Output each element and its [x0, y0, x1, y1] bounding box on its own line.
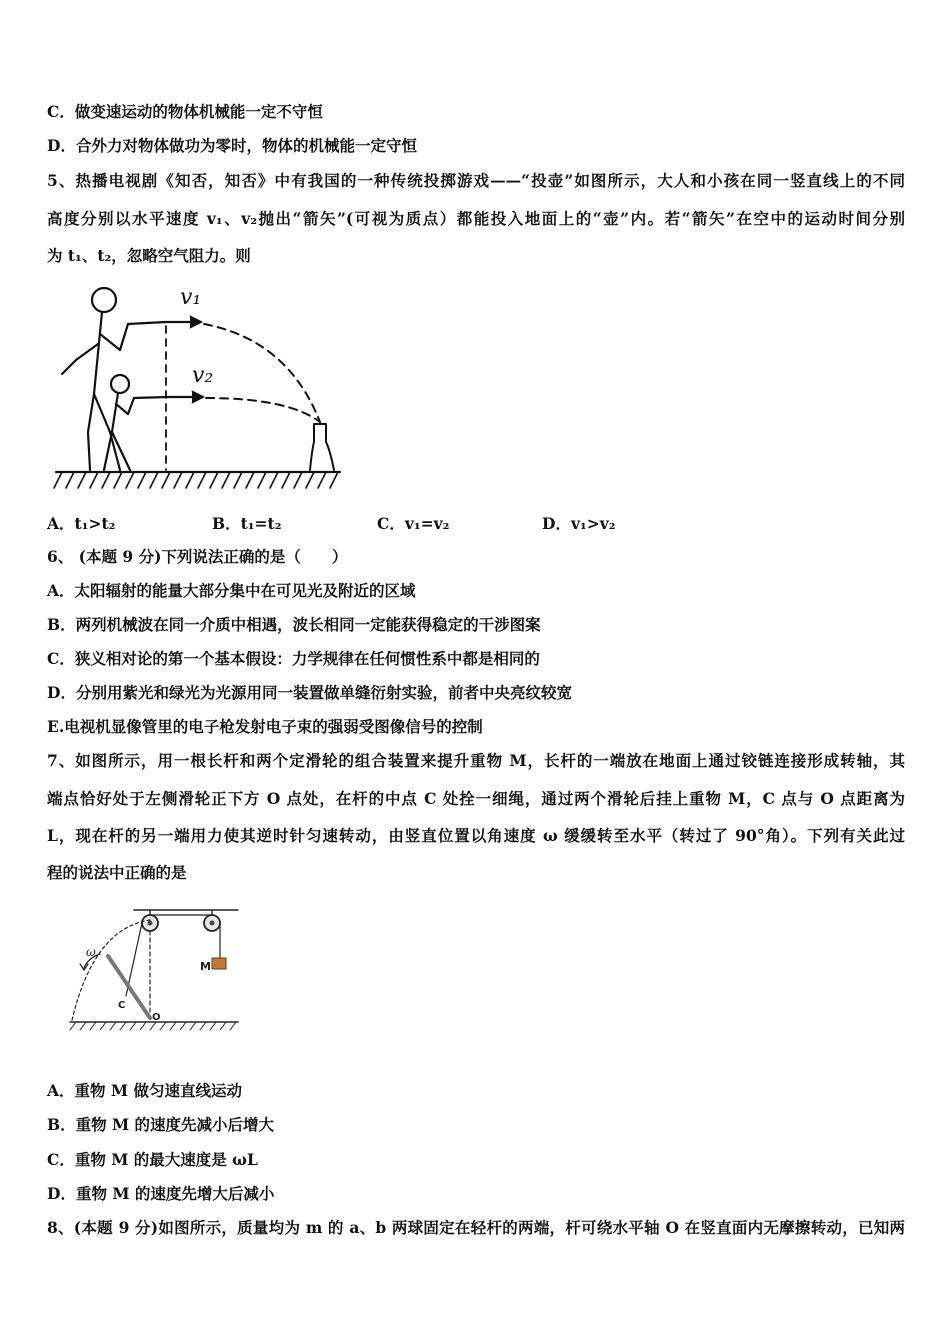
q7-stem-line-2: 端点恰好处于左侧滑轮正下方 O 点处，在杆的中点 C 处拴一细绳，通过两个滑轮后挂上重物 M，C 点与 O 点距离为 — [47, 789, 905, 808]
q6-option-b: B．两列机械波在同一介质中相遇，波长相同一定能获得稳定的干涉图案 — [47, 615, 541, 634]
q7-stem-line-3: L，现在杆的另一端用力使其逆时针匀速转动，由竖直位置以角速度 ω 缓缓转至水平（转过了 90°角）。下列有关此过 — [47, 826, 905, 845]
q5-stem-line-2: 高度分别以水平速度 v₁、v₂抛出“箭矢”(可视为质点）都能投入地面上的“壶”内。若“箭矢”在空中的运动时间分别 — [47, 209, 905, 228]
q6-option-a: A．太阳辐射的能量大部分集中在可见光及附近的区域 — [47, 581, 416, 600]
q7-figure-rod-pulley — [64, 898, 244, 1038]
pot — [310, 424, 334, 470]
q7-option-a: A．重物 M 做匀速直线运动 — [47, 1081, 242, 1100]
adult-head — [92, 288, 116, 312]
weight-m — [212, 958, 226, 969]
label-c: C — [118, 1000, 126, 1011]
label-m: M — [200, 960, 211, 973]
q5-stem-line-3: 为 t₁、t₂，忽略空气阻力。则 — [47, 246, 251, 265]
q5-figure-toss-game — [48, 282, 348, 494]
trajectory-2 — [206, 398, 320, 422]
q7-stem-line-4: 程的说法中正确的是 — [47, 863, 187, 882]
q5-option-a: A．t₁>t₂ — [47, 514, 116, 533]
q5-options — [47, 512, 907, 534]
label-o: O — [152, 1012, 161, 1023]
q4-option-d: D．合外力对物体做功为零时，物体的机械能一定守恒 — [47, 136, 417, 155]
q7-option-d: D．重物 M 的速度先增大后减小 — [47, 1184, 275, 1203]
q7-option-c: C．重物 M 的最大速度是 ωL — [47, 1150, 258, 1169]
q8-stem-line-1: 8、(本题 9 分)如图所示，质量均为 m 的 a、b 两球固定在轻杆的两端，杆可绕水平轴 O 在竖直面内无摩擦转动，已知两 — [47, 1218, 905, 1237]
label-v2: v₂ — [192, 363, 214, 388]
child-head — [111, 375, 129, 393]
q7-stem-line-1: 7、如图所示，用一根长杆和两个定滑轮的组合装置来提升重物 M，长杆的一端放在地面上通过铰链连接形成转轴，其 — [47, 751, 905, 770]
q6-stem: 6、 (本题 9 分)下列说法正确的是（ ） — [47, 547, 348, 566]
q5-option-b: B．t₁=t₂ — [212, 514, 282, 533]
rod — [108, 956, 150, 1018]
label-v1: v₁ — [180, 285, 202, 310]
q7-option-b: B．重物 M 的速度先减小后增大 — [47, 1115, 275, 1134]
q5-option-d: D．v₁>v₂ — [542, 514, 616, 533]
child-body — [104, 393, 168, 470]
q5-stem-line-1: 5、热播电视剧《知否，知否》中有我国的一种传统投掷游戏——“投壶”如图所示，大人和小孩在同一竖直线上的不同 — [47, 171, 905, 190]
label-omega: ω — [86, 945, 96, 959]
q6-option-d: D．分别用紫光和绿光为光源用同一装置做单缝衍射实验，前者中央亮纹较宽 — [47, 683, 572, 702]
trajectory-1 — [204, 324, 320, 422]
q6-option-e: E.电视机显像管里的电子枪发射电子束的强弱受图像信号的控制 — [47, 717, 483, 736]
q6-option-c: C．狭义相对论的第一个基本假设：力学规律在任何惯性系中都是相同的 — [47, 649, 540, 668]
q5-option-c: C．v₁=v₂ — [377, 514, 450, 533]
q4-option-c: C．做变速运动的物体机械能一定不守恒 — [47, 102, 323, 121]
